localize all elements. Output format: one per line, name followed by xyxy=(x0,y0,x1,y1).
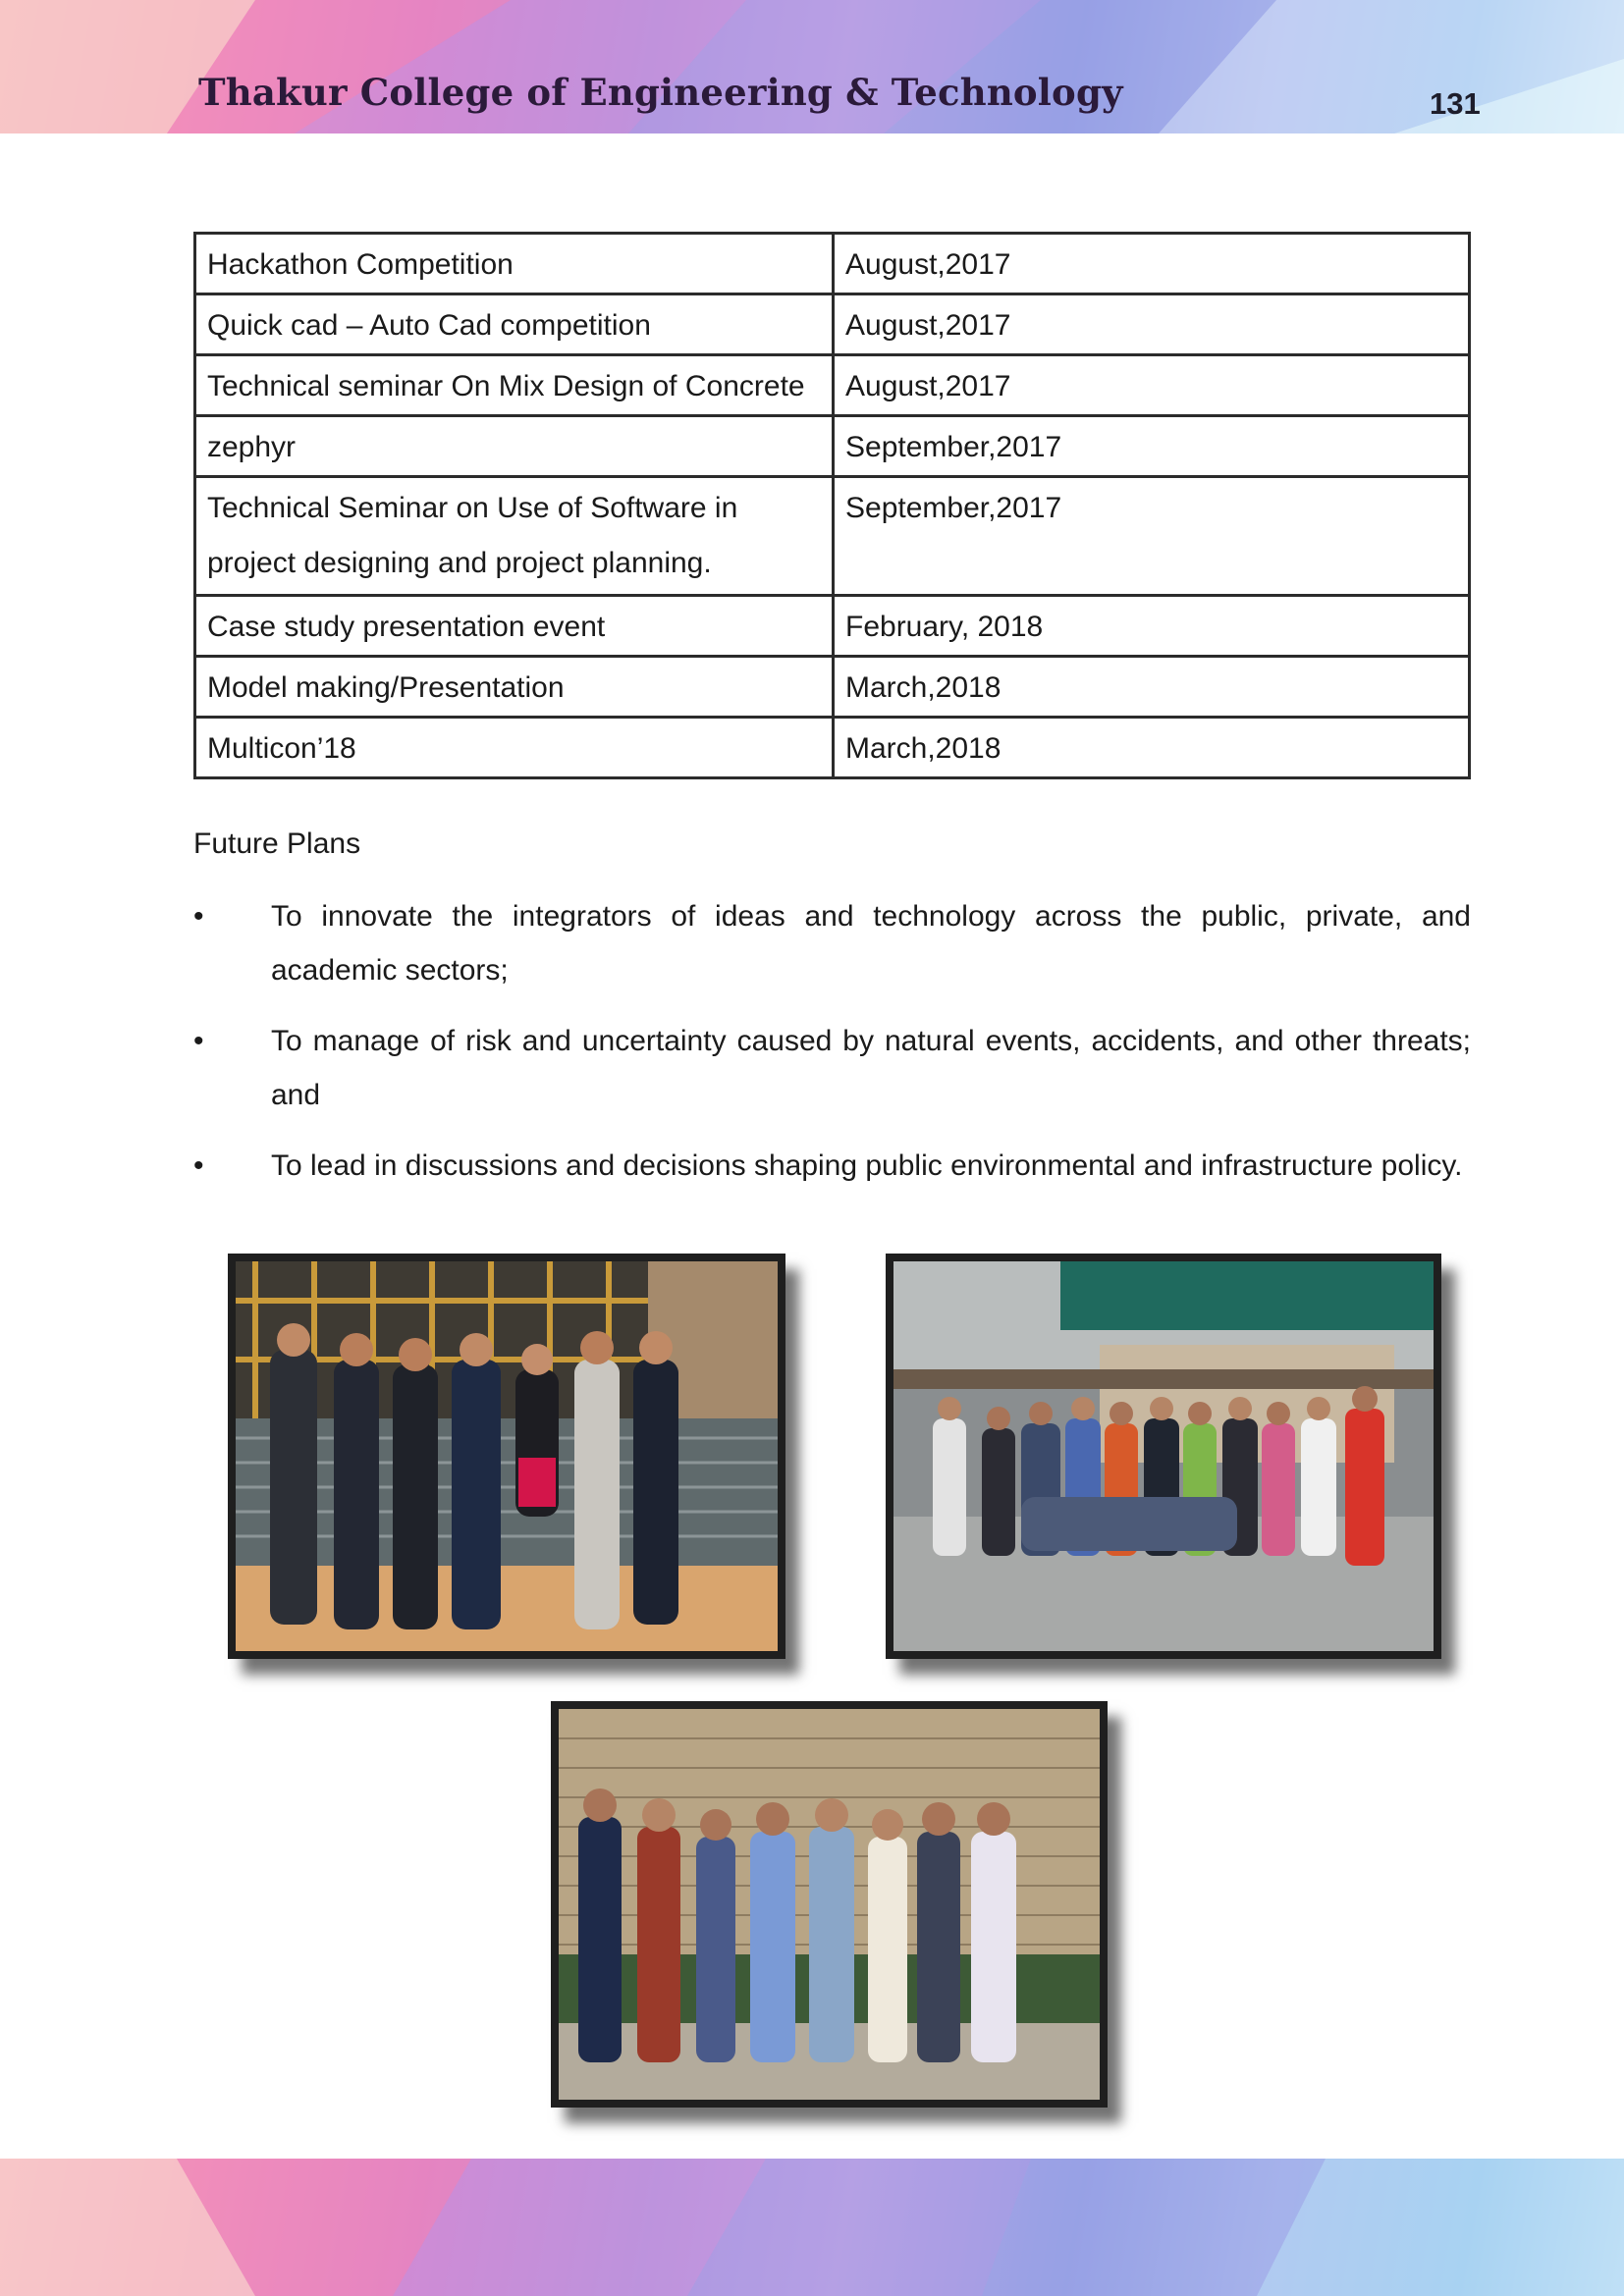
event-cell: Quick cad – Auto Cad competition xyxy=(195,294,834,355)
event-cell: Hackathon Competition xyxy=(195,234,834,294)
event-cell: Case study presentation event xyxy=(195,596,834,657)
plan-text: To lead in discussions and decisions shaping public environmental and infrastructure policy. xyxy=(271,1149,1463,1182)
table-row xyxy=(195,596,1470,657)
future-plans-list xyxy=(193,889,1471,1209)
date-cell: August,2017 xyxy=(834,355,1470,416)
group-photo-steps xyxy=(228,1254,785,1659)
banner-facets xyxy=(0,2159,1624,2296)
table-row xyxy=(195,657,1470,718)
header-banner xyxy=(0,0,1624,133)
table-row xyxy=(195,355,1470,416)
plan-text: To manage of risk and uncertainty caused by natural events, accidents, and other threats; and xyxy=(271,1025,1471,1111)
date-cell: August,2017 xyxy=(834,294,1470,355)
table-row xyxy=(195,477,1470,596)
bullet-icon: • xyxy=(193,1025,204,1057)
event-cell: Model making/Presentation xyxy=(195,657,834,718)
list-item xyxy=(193,889,1471,997)
page-number: 131 xyxy=(1430,86,1481,121)
table-row xyxy=(195,718,1470,778)
group-photo-site-visit xyxy=(886,1254,1441,1659)
date-cell: March,2018 xyxy=(834,657,1470,718)
group-photo-brick-wall xyxy=(551,1701,1108,2108)
date-cell: August,2017 xyxy=(834,234,1470,294)
future-plans-title: Future Plans xyxy=(193,828,361,860)
list-item xyxy=(193,1139,1471,1193)
date-cell: September,2017 xyxy=(834,416,1470,477)
events-table xyxy=(193,232,1471,779)
table-row xyxy=(195,234,1470,294)
bullet-icon: • xyxy=(193,1149,204,1182)
table-row xyxy=(195,294,1470,355)
event-cell: Technical seminar On Mix Design of Concrete xyxy=(195,355,834,416)
list-item xyxy=(193,1014,1471,1122)
event-cell: zephyr xyxy=(195,416,834,477)
event-cell: Technical Seminar on Use of Software in project designing and project planning. xyxy=(195,477,834,596)
event-cell: Multicon’18 xyxy=(195,718,834,778)
footer-banner xyxy=(0,2159,1624,2296)
date-cell: September,2017 xyxy=(834,477,1470,596)
table-row xyxy=(195,416,1470,477)
header-title: Thakur College of Engineering & Technology xyxy=(198,71,1123,114)
bullet-icon: • xyxy=(193,900,204,933)
date-cell: March,2018 xyxy=(834,718,1470,778)
date-cell: February, 2018 xyxy=(834,596,1470,657)
plan-text: To innovate the integrators of ideas and technology across the public, private, and academic sectors; xyxy=(271,900,1471,987)
